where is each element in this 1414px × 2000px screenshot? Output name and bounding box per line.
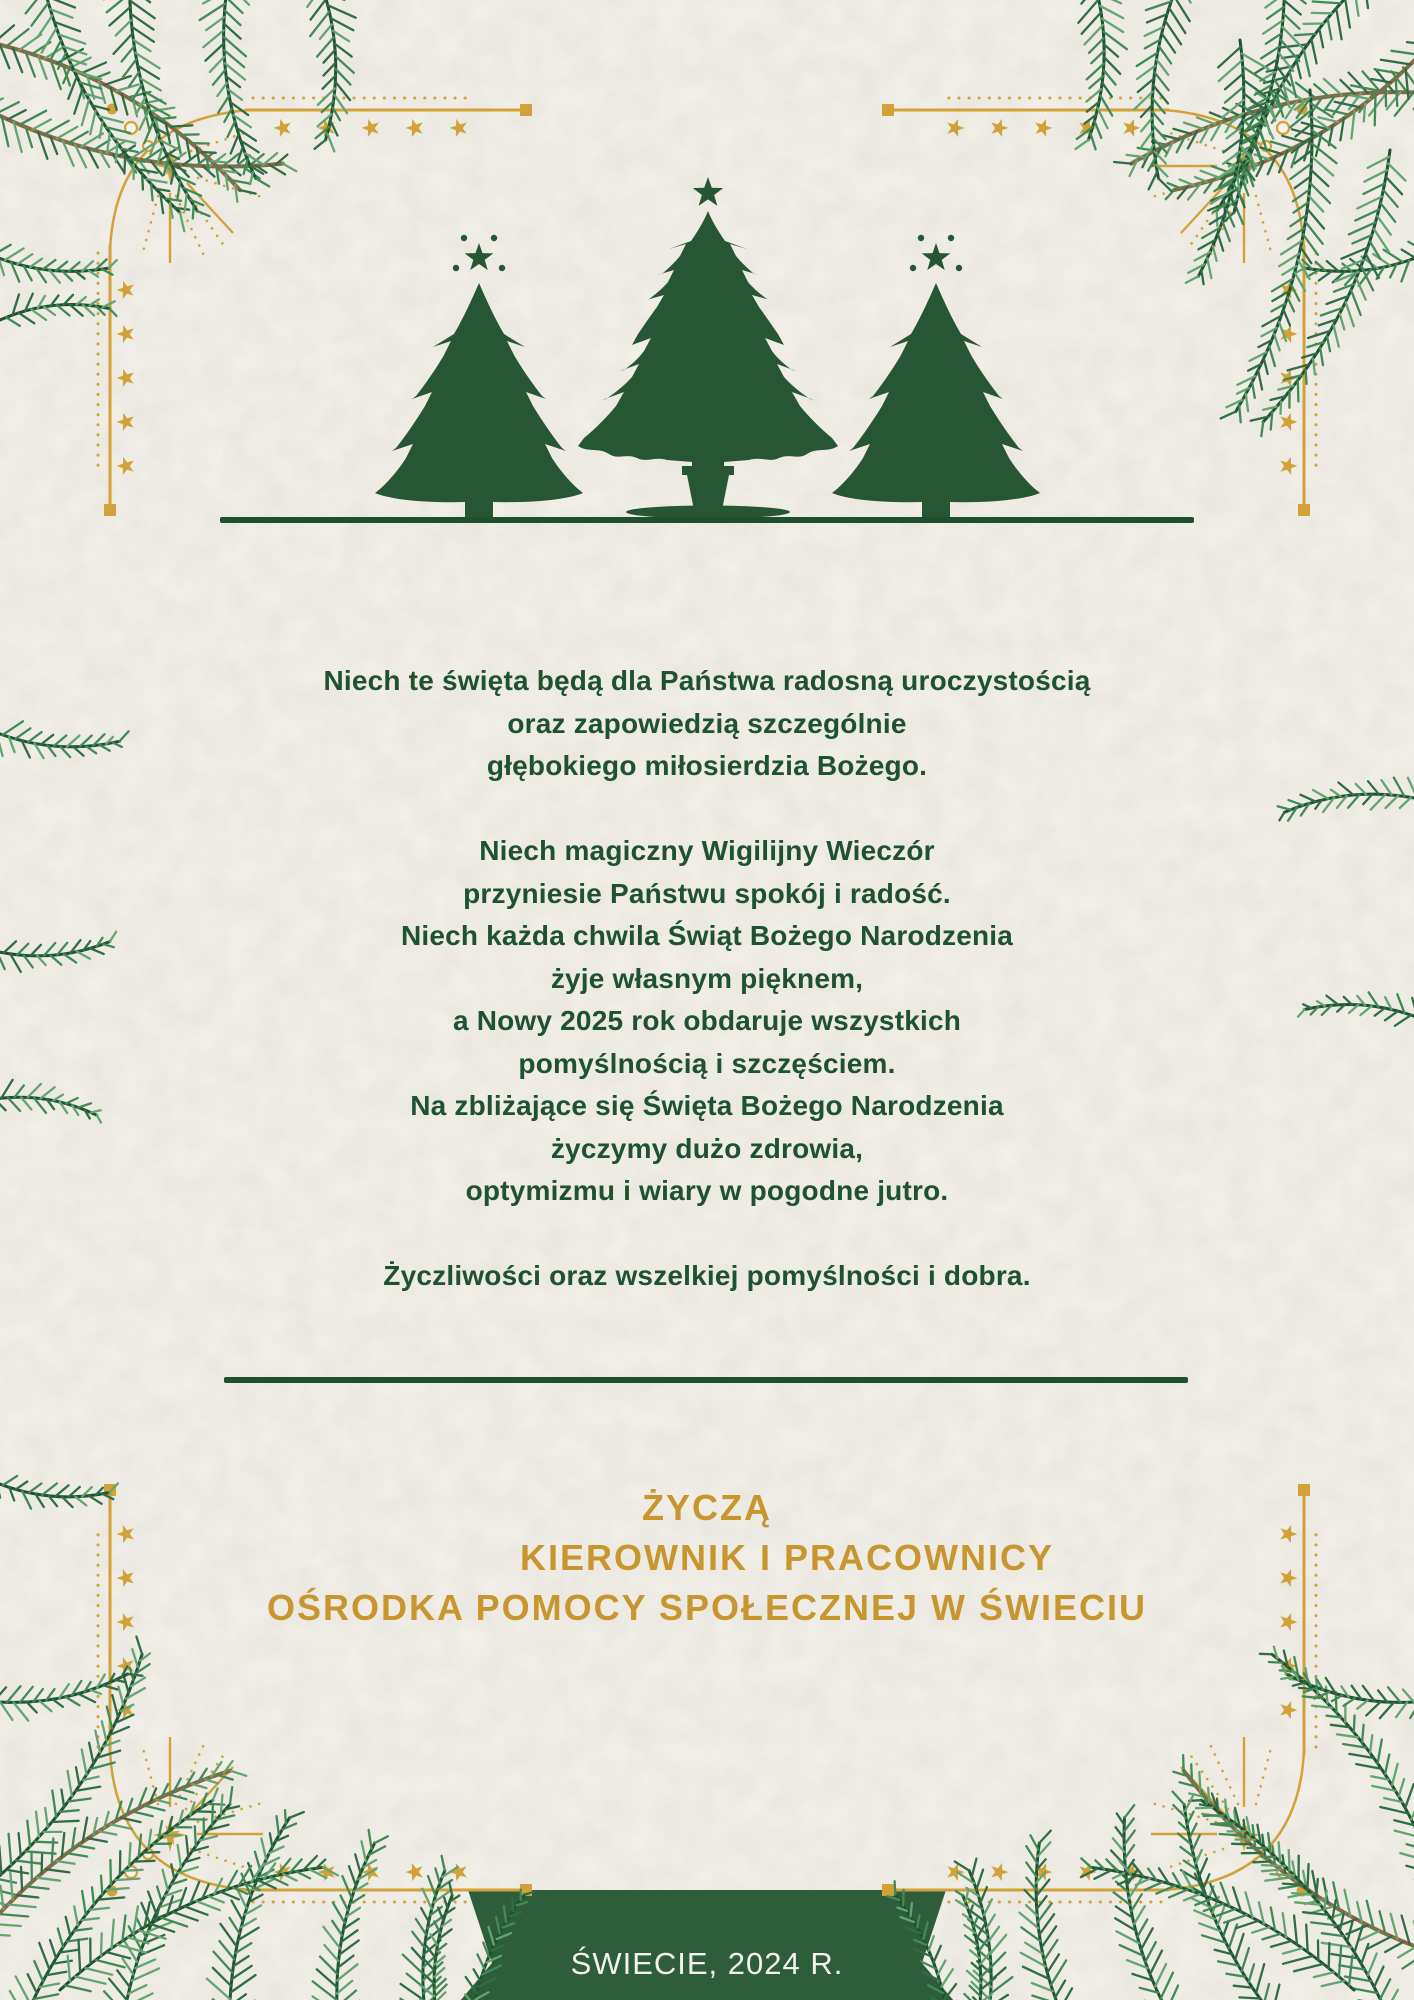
signature-line-3: OŚRODKA POMOCY SPOŁECZNEJ W ŚWIECIU — [266, 1587, 1148, 1628]
wish-paragraph-1 — [0, 660, 1414, 788]
wish-line: optymizmu i wiary w pogodne jutro. — [465, 1175, 949, 1206]
wish-line: życzymy dużo zdrowia, — [550, 1132, 864, 1164]
wish-line: Niech każda chwila Świąt Bożego Narodzenia — [400, 920, 1014, 951]
signature-block — [0, 1483, 1414, 1633]
wish-paragraph-3 — [0, 1255, 1414, 1298]
wish-line: pomyślnością i szczęściem. — [518, 1047, 896, 1079]
banner-text: ŚWIECIE, 2024 R. — [570, 1946, 844, 1981]
wish-line: przyniesie Państwu spokój i radość. — [463, 877, 951, 909]
wish-paragraph-2 — [0, 830, 1414, 1213]
wish-line: żyje własnym pięknem, — [550, 962, 864, 994]
wish-line: Niech te święta będą dla Państwa radosną uroczystością — [323, 665, 1091, 696]
wish-line: głębokiego miłosierdzia Bożego. — [486, 750, 928, 781]
divider-line — [224, 1377, 1188, 1383]
wishes-text-block — [0, 660, 1414, 1298]
ring-ornament-icon — [1277, 122, 1289, 134]
wish-line: Na zbliżające się Święta Bożego Narodzenia — [410, 1090, 1004, 1121]
signature-line-1: ŻYCZĄ — [642, 1487, 772, 1528]
wish-line: oraz zapowiedzią szczególnie — [507, 707, 907, 739]
wish-line: Życzliwości oraz wszelkiej pomyślności i dobra. — [383, 1260, 1031, 1291]
wish-line: a Nowy 2025 rok obdaruje wszystkich — [452, 1005, 962, 1036]
wish-line: Niech magiczny Wigilijny Wieczór — [479, 835, 935, 866]
signature-line-2: KIEROWNIK I PRACOWNICY — [520, 1537, 1054, 1578]
ground-line — [220, 517, 1194, 523]
